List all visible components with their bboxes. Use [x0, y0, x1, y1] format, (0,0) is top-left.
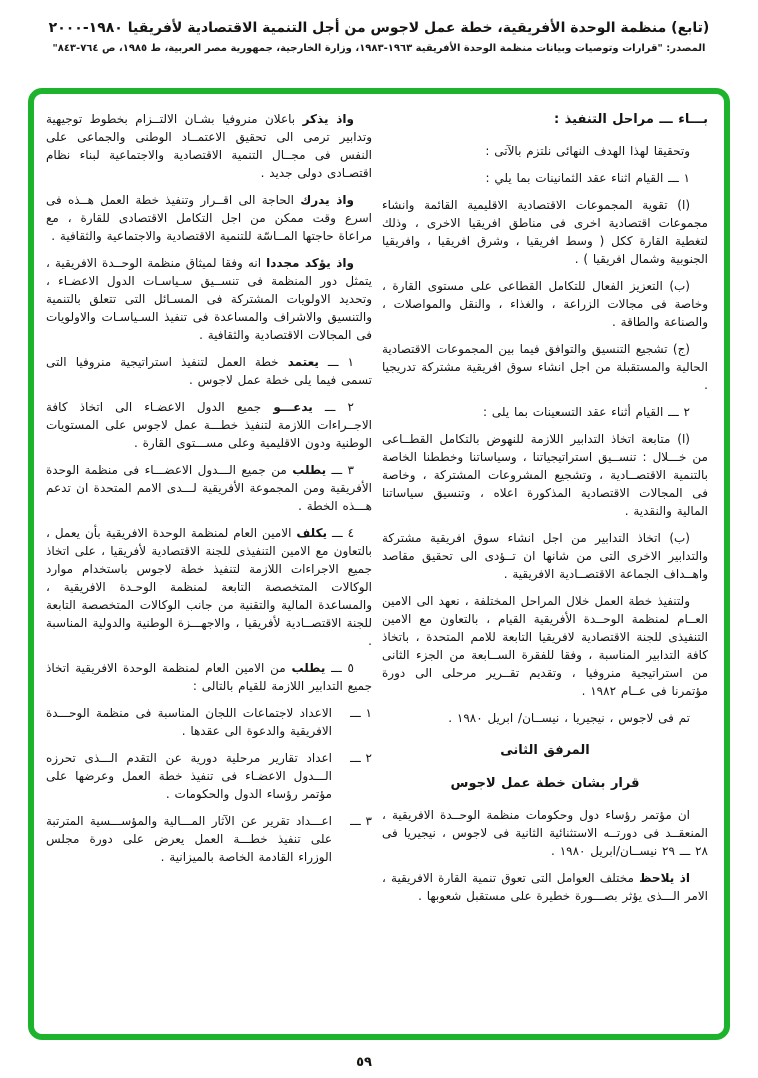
item-number: (ج): [667, 341, 690, 356]
paragraph-text: تم فى لاجوس ، نيجيريا ، نيســان/ ابريل ١٩٨٠ .: [448, 710, 690, 725]
item-number: ٣ ـــ: [326, 463, 354, 477]
paragraph-text: القيام اثناء عقد الثمانينات بما يلي :: [485, 170, 664, 185]
bold-lead-phrase: قرار بشان خطة عمل لاجوس: [450, 776, 640, 791]
paragraph-text: اعـــداد تقرير عن الآثار المـــالية والمؤســـسية المترتبة على تنفيذ خطـــة العمل يعرض على دورة مجلس الوزراء القادمة الخاصة بالميزانية .: [46, 814, 332, 864]
paragraph: [46, 254, 372, 344]
paragraph-text: الامين العام لمنظمة الوحدة الافريقية بأن يعمل ، بالتعاون مع الامين التنفيذى للجنة الاقتصادية لأفريقيا ، على اتخاذ جميع الاجراءات اللازمة لتنفيذ خطة لاجوس باستخدام موارد الوكالات المتخصصة التابعة لمنظمة الوحـدة الافريقية ، والمساعدة المالية والتقنية من جانب الوكالات المتخصصة التابعة للجنة الاقتصــادية لأفريقيا ، والاجهـــزة الوطنية والدولية المناسبة .: [46, 526, 372, 648]
paragraph-text: تقوية المجموعات الاقتصادية الاقليمية القائمة وانشاء مجموعات اقتصادية اخرى فى مناطق افريقيا الاخرى ، وذلك لتغطية القارة ككل ( وسط افريقيا ، وشرق افريقيا ، وافريقيا الجنوبية وشمال افريقيا ) .: [382, 197, 708, 266]
centered-heading: [382, 774, 708, 794]
paragraph-text: وتحقيقا لهذا الهدف النهائى نلتزم بالآتى :: [485, 143, 690, 158]
paragraph: [46, 659, 372, 695]
paragraph-text: انه وفقا لميثاق منظمة الوحــدة الافريقية ، يتمثل دور المنظمة فى تنســيق سـياسـات الدول الاعضـاء ، وتحديد الاولويات المشتركة فى المسـائل التى تتعلق بالتنمية والتنسيق والاشراف والمساعدة فى تنفيذ السـياسـات والاولويات فى المجالات الاقتصادية والثقافية .: [46, 256, 372, 342]
paragraph-text: الاعداد لاجتماعات اللجان المناسبة فى منظمة الوحـــدة الافريقية والدعوة الى عقدها .: [46, 706, 332, 738]
item-number: ٥ ـــ: [325, 661, 354, 675]
paragraph: [46, 461, 372, 515]
paragraph-text: مختلف العوامل التى تعوق تنمية القارة الافريقية ، الامر الـــذى يؤثر بصـــورة خطيرة على مستقبل شعوبها .: [382, 870, 708, 903]
paragraph-text: الحاجة الى اقــرار وتنفيذ خطة العمل هــذه فى اسرع وقت ممكن من اجل التكامل الاقتصادى للقارة ، مع مراعاة حاجتها المــاسّة للتنمية الاقتصادية والاجتماعية والثقافية .: [46, 193, 372, 243]
numbered-item: [46, 812, 372, 866]
paragraph: [382, 592, 708, 700]
paragraph-text: التعزيز الفعال للتكامل القطاعى على مستوى القارة ، وخاصة فى مجالات الزراعة ، والغذاء ، والنقل والمواصلات ، والصناعة والطاقة .: [382, 278, 708, 329]
paragraph: [382, 169, 708, 187]
item-number: ٢ ـــ: [350, 751, 372, 765]
paragraph: [46, 353, 372, 389]
paragraph: [382, 403, 708, 421]
item-number: ١ ـــ: [663, 170, 690, 185]
paragraph-text: اتخاذ التدابير من اجل انشاء سوق افريقية مشتركة والتدابير الاخرى التى من شانها ان تــؤدى الى تحقيق مقاصد واهــداف الجماعة الاقتصــادية الافريقية .: [382, 530, 708, 581]
paragraph-text: ان مؤتمر رؤساء دول وحكومات منظمة الوحــدة الافريقية ، المنعقــد فى دورتــه الاستثنائية الثانية فى لاجوس ، نيجيريا فى ٢٨ ـــ ٢٩ نيســان/ابريل ١٩٨٠ .: [382, 807, 708, 858]
paragraph: [46, 191, 372, 245]
paragraph: [46, 524, 372, 650]
bold-lead-phrase: يطلب: [292, 463, 327, 477]
bold-lead-phrase: بـــاء ـــ مراحل التنفيذ :: [553, 112, 708, 127]
numbered-item: [46, 749, 372, 803]
section-heading: [382, 110, 708, 130]
paragraph-text: تشجيع التنسيق والتوافق فيما بين المجموعات الاقتصادية الحالية والمستقبلة من اجل انشاء سوق افريقية مشتركة تدريجيا .: [382, 341, 708, 392]
item-number: ١ ـــ: [318, 355, 354, 369]
paragraph: [382, 196, 708, 268]
document-header: [0, 20, 758, 54]
bold-lead-phrase: يطلب: [291, 661, 326, 675]
paragraph-text: من جميع الـــدول الاعضـــاء فى منظمة الوحدة الأفريقية ومن المجموعة الأفريقية لـــدى الامم المتحدة ان تدعم هـــذه الخطة .: [46, 463, 372, 513]
paragraph-text: ولتنفيذ خطة العمل خلال المراحل المختلفة ، نعهد الى الامين العــام لمنظمة الوحــدة الأفريقية القيام ، بالتعاون مع الامين التنفيذى للجنة الاقتصادية لافريقيا التابعة للامم المتحدة ، باتخاذ كافة التدابير المناسبة ، وفقا للفقرة الســابعة من الجزء الثانى من استراتيجية منروفيا ، وتقديم تقــرير مرحلى الى دورة مؤتمرنا فى عــام ١٩٨٢ .: [382, 593, 708, 698]
paragraph-text: من الامين العام لمنظمة الوحدة الافريقية اتخاذ جميع التدابير اللازمة للقيام بالتالى :: [46, 661, 372, 693]
left-text-column: [46, 110, 372, 1024]
right-text-column: [382, 110, 708, 1024]
item-number: ١ ـــ: [350, 706, 372, 720]
item-number: (ب): [660, 530, 690, 545]
paragraph-text: باعلان منروفيا بشـان الالتــزام بخطوط توجيهية وتدابير ترمى الى تحقيق الاعتمــاد الوطنى والجماعى على النفس فى مجــال التنمية الاقتصادية والاجتماعية لبناء نظام اقتصـادى دولى جديد .: [46, 112, 372, 180]
item-number: ٢ ـــ: [312, 400, 354, 414]
bold-lead-phrase: اذ يلاحظ: [639, 870, 690, 885]
paragraph-text: جميع الدول الاعضـاء الى اتخاذ كافة الاجــراءات اللازمة لتنفيذ خطـــة عمل لاجوس على المستويات الوطنية ودون الاقليمية وعلى مســـتوى القارة .: [46, 400, 372, 450]
paragraph: [46, 398, 372, 452]
item-number: ٤ ـــ: [327, 526, 355, 540]
document-source-line: المصدر: "قرارات وتوصيات وبيانات منظمة الوحدة الأفريقية ١٩٦٣-١٩٨٣، وزارة الخارجية، جمهورية مصر العربية، ط ١٩٨٥، ص ٧٦٤-٨٤٣": [52, 43, 706, 54]
paragraph: [382, 277, 708, 331]
bold-lead-phrase: واذ يؤكد مجددا: [266, 256, 354, 270]
green-border-content-box: [28, 88, 730, 1040]
bold-lead-phrase: واذ يدرك: [300, 193, 354, 207]
page-number: ٥٩: [356, 1055, 372, 1070]
item-number: (ا): [670, 431, 690, 446]
paragraph: [46, 110, 372, 182]
bold-lead-phrase: المرفق الثانى: [500, 742, 590, 758]
bold-lead-phrase: يكلف: [296, 526, 328, 540]
item-number: ٣ ـــ: [350, 814, 372, 828]
document-title: (تابع) منظمة الوحدة الأفريقية، خطة عمل لاجوس من أجل التنمية الاقتصادية لأفريقيا ١٩٨٠-٢٠٠٠: [48, 20, 710, 36]
numbered-item: [46, 704, 372, 740]
bold-lead-phrase: واذ يذكر: [302, 112, 354, 126]
paragraph-text: القيام أثناء عقد التسعينات بما يلى :: [482, 404, 664, 419]
item-number: (ب): [662, 278, 690, 293]
paragraph: [382, 529, 708, 583]
paragraph: [382, 142, 708, 160]
item-number: ٢ ـــ: [663, 404, 690, 419]
paragraph: [382, 709, 708, 727]
item-number: (ا): [667, 197, 690, 212]
paragraph: [382, 869, 708, 905]
paragraph-text: خطة العمل لتنفيذ استراتيجية منروفيا التى تسمى فيما يلى خطة عمل لاجوس .: [46, 355, 372, 387]
paragraph-text: اعداد تقارير مرحلية دورية عن التقدم الـــذى تحرزه الـــدول الاعضـاء فى تنفيذ خطة العمل وعرضها على مؤتمر رؤساء الدول والحكومات .: [46, 751, 332, 801]
paragraph: [382, 806, 708, 860]
paragraph-text: متابعة اتخاذ التدابير اللازمة للنهوض بالتكامل القطــاعى من خـــلال : تنســيق استراتيجياتنا ، وسياساتنا وخططنا الخاصة بالتنمية الاقتصــادية ، وتشجيع المشروعات المشتركة ، وخاصة فى المجالات الاقتصادية المذكورة اعلاه ، وتنسيق سياساتنا المالية والنقدية .: [382, 431, 708, 518]
centered-heading: [382, 741, 708, 761]
paragraph: [382, 430, 708, 520]
bold-lead-phrase: يعتمد: [287, 355, 319, 369]
paragraph: [382, 340, 708, 394]
bold-lead-phrase: يدعـــو: [273, 400, 313, 414]
